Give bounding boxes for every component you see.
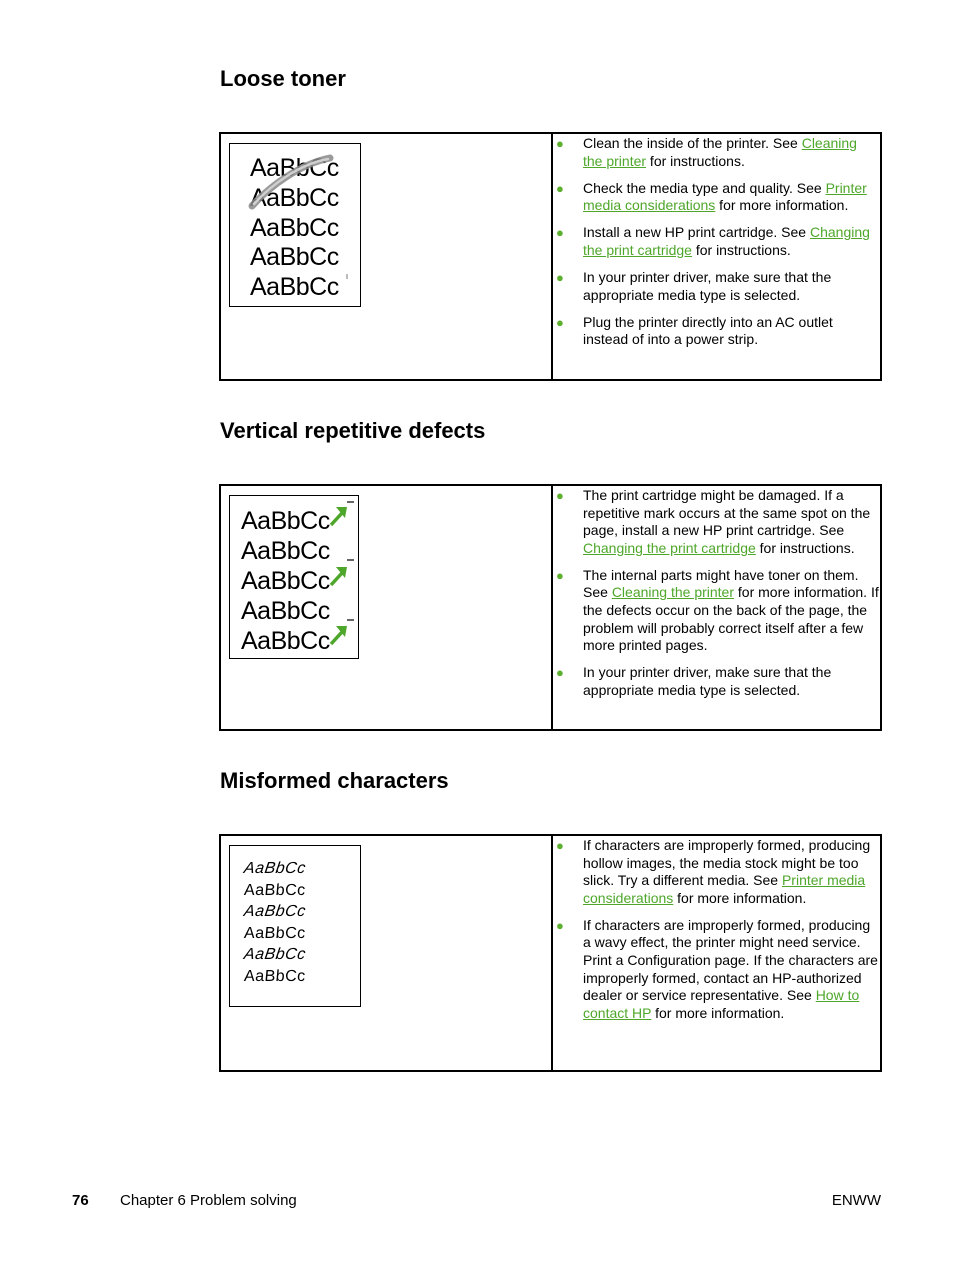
cleaning-the-printer-link[interactable]: Cleaning the printer — [611, 584, 734, 601]
sample-line: AaBbCc — [241, 507, 330, 535]
sample-line: AaBbCc — [250, 154, 339, 182]
loose-toner-solutions-cell — [552, 133, 881, 380]
bullet-dot-icon: ● — [556, 838, 564, 853]
misformed-characters-solutions-cell — [552, 835, 881, 1071]
list-item: ● The print cartridge might be damaged. If a repetitive mark occurs at the same spot on the page, install a new HP print cartridge. See Changing the print cartridge for instructions. — [556, 487, 871, 556]
list-item: ● If characters are improperly formed, producing hollow images, the media stock might be too slick. Try a different media. See Printer media considerations for more information. — [556, 837, 871, 906]
bullet-dot-icon: ● — [556, 567, 564, 583]
section-heading-loose-toner: Loose toner — [220, 66, 346, 91]
sample-line: AaBbCc — [242, 903, 307, 921]
list-item: ● In your printer driver, make sure that the appropriate media type is selected. — [556, 269, 832, 303]
loose-toner-image-cell — [220, 133, 552, 380]
changing-the-print-cartridge-link[interactable]: Changing the print cartridge — [583, 224, 870, 258]
loose-toner-sample-image — [229, 143, 361, 307]
list-item: ● The internal parts might have toner on them. See Cleaning the printer for more information. If the defects occur on the back of the page, the problem will probably correct itself after a few more printed pages. — [556, 566, 879, 654]
loose-toner-table — [219, 132, 882, 381]
sample-line: AaBbCc — [242, 860, 307, 877]
sample-line: AaBbCc — [250, 183, 339, 212]
sample-line: AaBbCc — [242, 946, 307, 964]
page-number: 76 — [72, 1192, 89, 1209]
vertical-defects-sample-image — [229, 495, 359, 659]
list-item: ● Plug the printer directly into an AC outlet instead of into a power strip. — [556, 313, 833, 348]
sample-line: AaBbCc — [241, 567, 330, 595]
sample-line: AaBbCc — [250, 273, 339, 302]
vertical-defects-image-cell — [220, 485, 552, 730]
list-item: ● If characters are improperly formed, producing a wavy effect, the printer might need service. Print a Configuration page. If the characters are improperly formed, contact an HP-authorized dealer or service representative. See How to contact HP for more information. — [556, 916, 878, 1021]
sample-line: AaBbCc — [243, 967, 307, 985]
bullet-dot-icon: ● — [556, 180, 564, 196]
footer-right-label: ENWW — [831, 1192, 881, 1209]
section-heading-vertical-repetitive-defects: Vertical repetitive defects — [220, 418, 486, 443]
list-item: ● Check the media type and quality. See Printer media considerations for more information. — [556, 179, 867, 214]
sample-line: AaBbCc — [250, 213, 339, 242]
printer-media-considerations-link[interactable]: Printer media considerations — [583, 872, 866, 906]
bullet-dot-icon: ● — [556, 270, 564, 286]
arrow-up-right-icon — [331, 567, 347, 585]
chapter-title: Chapter 6 Problem solving — [120, 1192, 297, 1209]
misformed-characters-image-cell — [220, 835, 552, 1071]
sample-line: AaBbCc — [243, 881, 307, 899]
bullet-dot-icon: ● — [556, 225, 564, 241]
vertical-defects-table — [219, 484, 882, 731]
misformed-characters-table — [219, 834, 882, 1072]
bullet-dot-icon: ● — [556, 136, 564, 151]
list-item: ● Install a new HP print cartridge. See Changing the print cartridge for instructions. — [556, 224, 870, 258]
how-to-contact-hp-link[interactable]: How to contact HP — [583, 987, 860, 1021]
list-item: ● In your printer driver, make sure that the appropriate media type is selected. — [556, 664, 832, 698]
bullet-dot-icon: ● — [556, 488, 564, 503]
toner-smear-graphic — [230, 144, 360, 306]
bullet-dot-icon: ● — [556, 665, 564, 681]
printer-media-considerations-link[interactable]: Printer media considerations — [583, 179, 867, 214]
sample-line: AaBbCc — [250, 243, 339, 272]
cleaning-the-printer-link[interactable]: Cleaning the printer — [583, 135, 857, 169]
misformed-characters-sample-image — [229, 845, 361, 1007]
sample-line: AaBbCc — [241, 597, 330, 625]
arrow-up-right-icon — [331, 626, 347, 644]
bullet-dot-icon: ● — [556, 314, 564, 330]
changing-the-print-cartridge-link[interactable]: Changing the print cartridge — [583, 539, 756, 556]
sample-line: AaBbCc — [241, 627, 330, 655]
repetitive-mark-graphic — [230, 496, 358, 658]
arrow-up-right-icon — [331, 507, 347, 525]
bullet-dot-icon: ● — [556, 917, 564, 933]
sample-line: AaBbCc — [243, 924, 307, 942]
vertical-defects-solutions-cell — [552, 485, 881, 730]
section-heading-misformed-characters: Misformed characters — [220, 768, 449, 793]
sample-line: AaBbCc — [241, 537, 330, 565]
list-item: ● Clean the inside of the printer. See Cleaning the printer for instructions. — [556, 135, 857, 169]
